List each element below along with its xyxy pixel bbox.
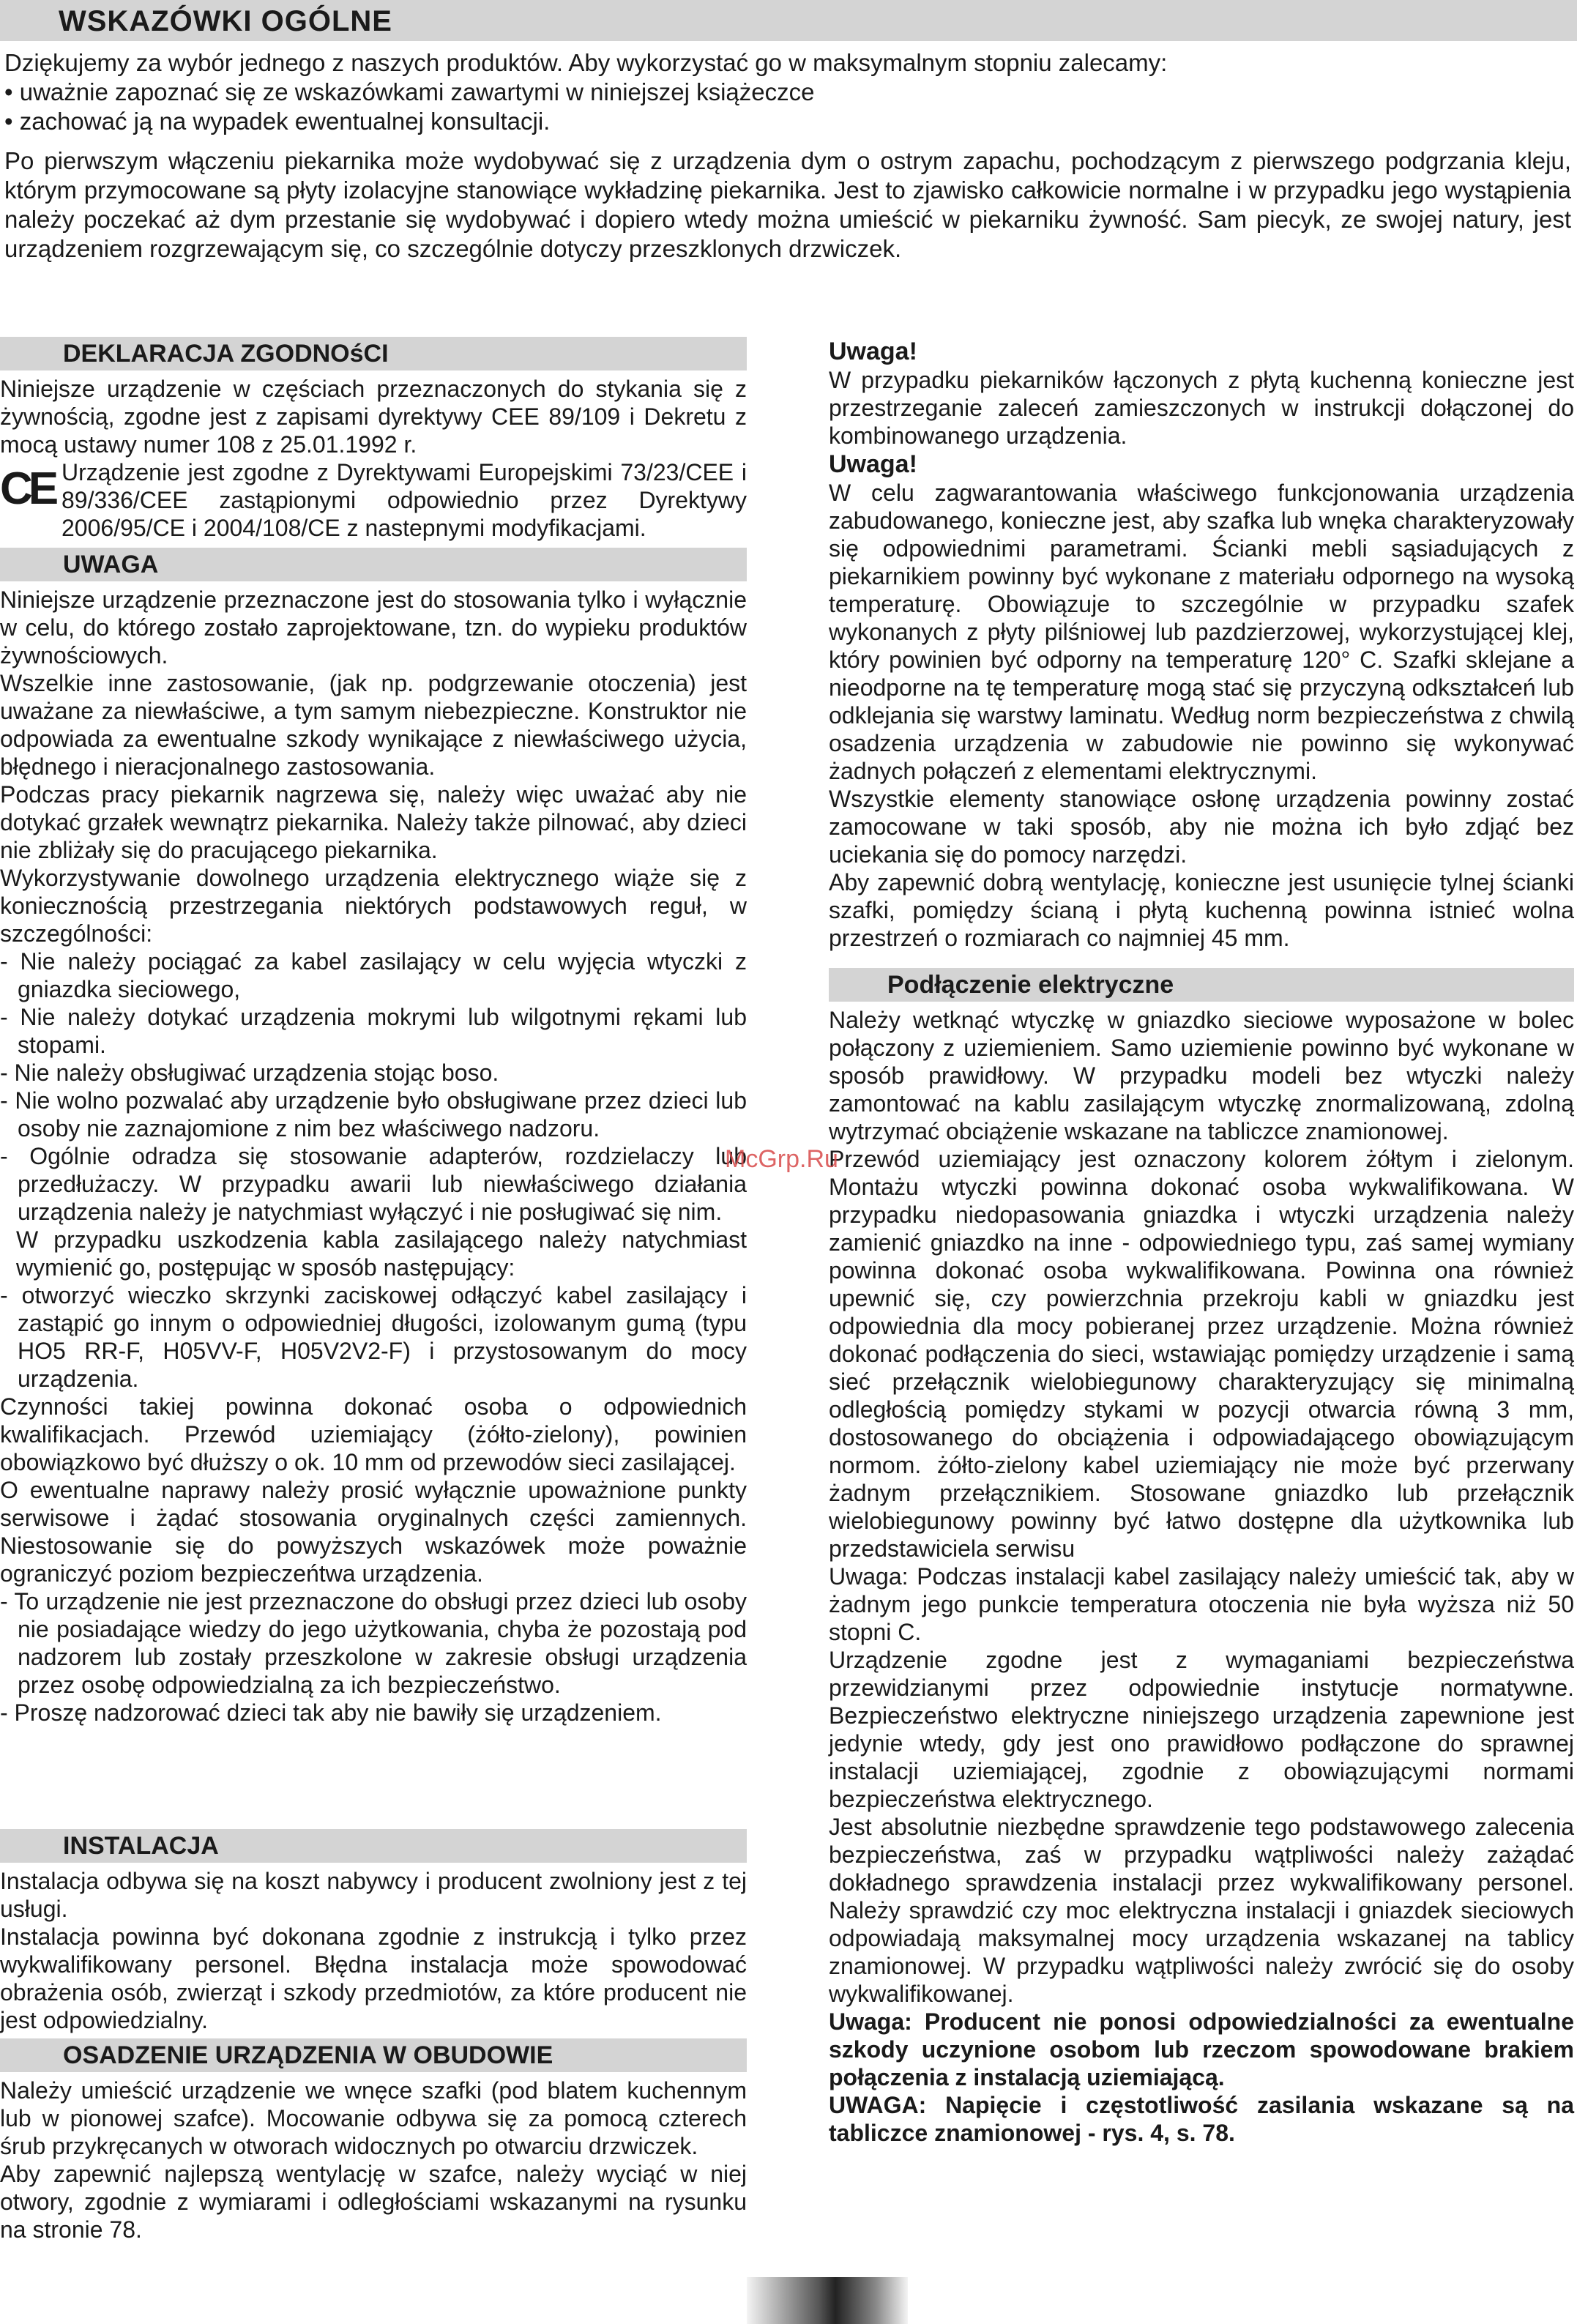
warning-bullet: - Nie należy obsługiwać urządzenia stojąc boso.: [0, 1059, 499, 1086]
housing-text: Aby zapewnić najlepszą wentylację w szafce, należy wyciąć w niej otwory, zgodnie z wymiarami i odległościami wskazanymi na rysunku na stronie 78.: [0, 2161, 747, 2243]
note-text: Wszystkie elementy stanowiące osłonę urządzenia powinny zostać zamocowane w taki sposób, aby nie można ich było zdjąć bez uciekania się do pomocy narzędzi.: [829, 786, 1574, 868]
installation-text: Instalacja powinna być dokonana zgodnie z instrukcją i tylko przez wykwalifikowany personel. Błędna instalacja może spowodować obrażenia osób, zwierząt i szkody przedmiotów, za które producent nie jest odpowiedzialny.: [0, 1923, 747, 2033]
page-title: WSKAZÓWKI OGÓLNE: [59, 5, 392, 37]
intro-bullet: • uważnie zapoznać się ze wskazówkami zawartymi w niniejszej książeczce: [4, 78, 815, 105]
warning-text: Niniejsze urządzenie przeznaczone jest do stosowania tylko i wyłącznie w celu, do którego zostało zaprojektowane, tzn. do wypieku produktów żywnościowych.: [0, 586, 747, 668]
housing-heading: OSADZENIE URZĄDZENIA W OBUDOWIE: [0, 2038, 747, 2072]
electrical-text: Należy wetknąć wtyczkę w gniazdko sieciowe wyposażone w bolec połączony z uziemieniem. Samo uziemienie powinno być wykonane w sposób prawidłowy. W przypadku modeli bez wtyczki należy zamontować na kablu zasilającym wtyczkę znormalizowaną, zdolną wytrzymać obciążenie wskazane na tabliczce znamionowej.: [829, 1007, 1574, 1144]
watermark: McGrp.Ru: [725, 1145, 838, 1173]
warning-bullet: W przypadku uszkodzenia kabla zasilającego należy natychmiast wymienić go, postępując w sposób następujący:: [16, 1226, 747, 1281]
electrical-heading: Podłączenie elektryczne: [829, 968, 1574, 1002]
housing-text: Należy umieścić urządzenie we wnęce szafki (pod blatem kuchennym lub w pionowej szafce). Mocowanie odbywa się za pomocą czterech śrub przykręcanych w otworach widocznych po otwarciu drzwiczek.: [0, 2077, 747, 2159]
warning-bullet: - Ogólnie odradza się stosowanie adapterów, rozdzielaczy lub przedłużaczy. W przypadku awarii lub niewłaściwego działania urządzenia należy je natychmiast wyłączyć i nie posługiwać się nim.: [0, 1143, 747, 1225]
note-heading: Uwaga!: [829, 450, 917, 478]
page-edge-shading: [747, 2277, 908, 2324]
warning-bullet: - Proszę nadzorować dzieci tak aby nie bawiły się urządzeniem.: [0, 1699, 662, 1726]
warning-text: Czynności takiej powinna dokonać osoba o odpowiednich kwalifikacjach. Przewód uziemiający (żółto-zielony), powinien obowiązkowo być dłuższy o ok. 10 mm od przewodów sieci zasilającej.: [0, 1393, 747, 1475]
electrical-text: Uwaga: Podczas instalacji kabel zasilający należy umieścić tak, aby w żadnym jego punkcie temperatura otoczenia nie była wyższa niż 50 stopni C.: [829, 1563, 1574, 1645]
note-text: W celu zagwarantowania właściwego funkcjonowania urządzenia zabudowanego, konieczne jest, aby szafka lub wnęka charakteryzowały się odpowiednimi parametrami. Ścianki mebli sąsiadujących z piekarnikiem powinny być wykonane z materiału odpornego na wysoką temperaturę. Obowiązuje to szczególnie w przypadku szafek wykonanych z płyty pilśniowej lub pazdzierzowej, wykorzystującej klej, który powinien być odporny na temperaturę 120° C. Szafki sklejane a nieodporne na tę temperaturę mogą stać się przyczyną odkształceń lub odklejania się warstwy laminatu. Według norm bezpieczeństwa z chwilą osadzenia urządzenia w zabudowie nie powinno się wykonywać żadnych połączeń z elementami elektrycznymi.: [829, 480, 1574, 784]
installation-heading: INSTALACJA: [0, 1829, 747, 1863]
note-heading: Uwaga!: [829, 338, 917, 365]
warning-text: Wszelkie inne zastosowanie, (jak np. podgrzewanie otoczenia) jest uważane za niewłaściwe, a tym samym niebezpieczne. Konstruktor nie odpowiada za ewentualne szkody wynikające z niewłaściwego użycia, błędnego i nieracjonalnego zastosowania.: [0, 670, 747, 780]
note-text: W przypadku piekarników łączonych z płytą kuchenną konieczne jest przestrzeganie zaleceń zamieszczonych w instrukcji dołączonej do kombinowanego urządzenia.: [829, 367, 1574, 449]
warning-text: Wykorzystywanie dowolnego urządzenia elektrycznego wiąże się z koniecznością przestrzegania niektórych podstawowych reguł, w szczególności:: [0, 865, 747, 947]
warning-heading: UWAGA: [0, 548, 747, 581]
warning-bullet: - Nie wolno pozwalać aby urządzenie było obsługiwane przez dzieci lub osoby nie zaznajomione z nim bez właściwego nadzoru.: [0, 1087, 747, 1141]
intro-bullet: • zachować ją na wypadek ewentualnej konsultacji.: [4, 108, 551, 135]
declaration-text: Niniejsze urządzenie w częściach przeznaczonych do stykania się z żywnością, zgodne jest z zapisami dyrektywy CEE 89/109 i Dekretu z mocą ustawy numer 108 z 25.01.1992 r.: [0, 376, 747, 458]
electrical-text: Urządzenie zgodne jest z wymaganiami bezpieczeństwa przewidzianymi przez odpowiednie instytucje normatywne. Bezpieczeństwo elektryczne niniejszego urządzenia zapewnione jest jedynie wtedy, gdy jest ono prawidłowo podłączone do sprawnej instalacji uziemiającej, zgodnie z obowiązującymi normami bezpieczeństwa elektrycznego.: [829, 1647, 1574, 1812]
installation-text: Instalacja odbywa się na koszt nabywcy i producent zwolniony jest z tej usługi.: [0, 1868, 747, 1922]
warning-bullet: - To urządzenie nie jest przeznaczone do obsługi przez dzieci lub osoby nie posiadające wiedzy do jego użytkowania, chyba że pozostają pod nadzorem lub zostały przeszkolone w zakresie obsługi urządzenia przez osobę odpowiedzialną za ich bezpieczeństwo.: [0, 1588, 747, 1698]
electrical-text: Przewód uziemiający jest oznaczony kolorem żółtym i zielonym. Montażu wtyczki powinna dokonać osoba wykwalifikowana. W przypadku niedopasowania gniazdka i wtyczki urządzenia należy zamienić gniazdko na inne - odpowiedniego typu, zaś samej wymiany powinna dokonać osoba wykwalifikowana. Powinna ona również upewnić się, czy powierzchnia przekroju kabli w gniazdku jest odpowiednia dla mocy pobieranej przez urządzenie. Można również dokonać podłączenia do sieci, wstawiając pomiędzy urządzenie i samą sieć przełącznik wielobiegunowy charakteryzujący się minimalną odległością pomiędzy stykami w pozycji otwarcia równą 3 mm, dostosowanego do obciążenia i odpowiadającego obowiązującym normom. żółto-zielony kabel uziemiający nie może być przerwany żadnym przełącznikiem. Stosowane gniazdko lub przełącznik wielobiegunowy powinny być łatwo dostępne dla użytkownika lub przedstawiciela serwisu: [829, 1146, 1574, 1562]
intro-line: Dziękujemy za wybór jednego z naszych produktów. Aby wykorzystać go w maksymalnym stopniu zalecamy:: [4, 49, 1168, 76]
warning-bullet: - otworzyć wieczko skrzynki zaciskowej odłączyć kabel zasilający i zastąpić go innym o odpowiedniej długości, izolowanym gumą (typu HO5 RR-F, H05VV-F, H05V2V2-F) i przystosowanym do mocy urządzenia.: [0, 1282, 747, 1392]
ce-compliance: [0, 458, 747, 542]
electrical-text: Jest absolutnie niezbędne sprawdzenie tego podstawowego zalecenia bezpieczeństwa, zaś w przypadku wątpliwości należy zażądać dokładnego sprawdzenia instalacji przez wykwalifikowany personel. Należy sprawdzić czy moc elektryczna instalacji i gniazdek sieciowych odpowiadają maksymalnej mocy urządzenia wskazanej na tablicy znamionowej. W przypadku wątpliwości należy zwrócić się do osoby wykwalifikowanej.: [829, 1814, 1574, 2007]
right-column: [829, 337, 1574, 2147]
warning-text: Podczas pracy piekarnik nagrzewa się, należy więc uważać aby nie dotykać grzałek wewnątrz piekarnika. Należy także pilnować, aby dzieci nie zbliżały się do pracującego piekarnika.: [0, 781, 747, 863]
ce-text: Urządzenie jest zgodne z Dyrektywami Europejskimi 73/23/CEE i 89/336/CEE zastąpionymi odpowiednio przez Dyrektywy 2006/95/CE i 2004/108/CE z nastepnymi modyfikacjami.: [61, 459, 747, 541]
warning-bullet: - Nie należy dotykać urządzenia mokrymi lub wilgotnymi rękami lub stopami.: [0, 1004, 747, 1058]
page-header: [0, 0, 1577, 41]
warning-bullet: - Nie należy pociągać za kabel zasilający w celu wyjęcia wtyczki z gniazdka sieciowego,: [0, 948, 747, 1002]
electrical-warning: Uwaga: Producent nie ponosi odpowiedzialności za ewentualne szkody uczynione osobom lub rzeczom spowodowane brakiem połączenia z instalacją uziemiającą.: [829, 2008, 1574, 2090]
left-column: [0, 337, 747, 2243]
intro-section: [4, 48, 1571, 264]
electrical-warning: UWAGA: Napięcie i częstotliwość zasilania wskazane są na tabliczce znamionowej - rys. 4, s. 78.: [829, 2092, 1574, 2146]
declaration-heading: DEKLARACJA ZGODNOśCI: [0, 337, 747, 370]
ce-mark-icon: CE: [0, 463, 55, 514]
warning-text: O ewentualne naprawy należy prosić wyłącznie upoważnione punkty serwisowe i żądać stosowania oryginalnych części zamiennych. Niestosowanie się do powyższych wskazówek może poważnie ograniczyć poziom bezpieczeńtwa urządzenia.: [0, 1477, 747, 1587]
note-text: Aby zapewnić dobrą wentylację, konieczne jest usunięcie tylnej ścianki szafki, pomiędzy ścianą i płytą kuchenną powinna istnieć wolna przestrzeń o rozmiarach co najmniej 45 mm.: [829, 869, 1574, 951]
intro-paragraph: Po pierwszym włączeniu piekarnika może wydobywać się z urządzenia dym o ostrym zapachu, pochodzącym z pierwszego podgrzania kleju, którym przymocowane są płyty izolacyjne stanowiące wykładzinę piekarnika. Jest to zjawisko całkowicie normalne i w przypadku jego wystąpienia należy poczekać aż dym przestanie się wydobywać i dopiero wtedy można umieścić w piekarniku żywność. Sam piecyk, ze swojej natury, jest urządzeniem rozgrzewającym się, co szczególnie dotyczy przeszklonych drzwiczek.: [4, 147, 1571, 262]
